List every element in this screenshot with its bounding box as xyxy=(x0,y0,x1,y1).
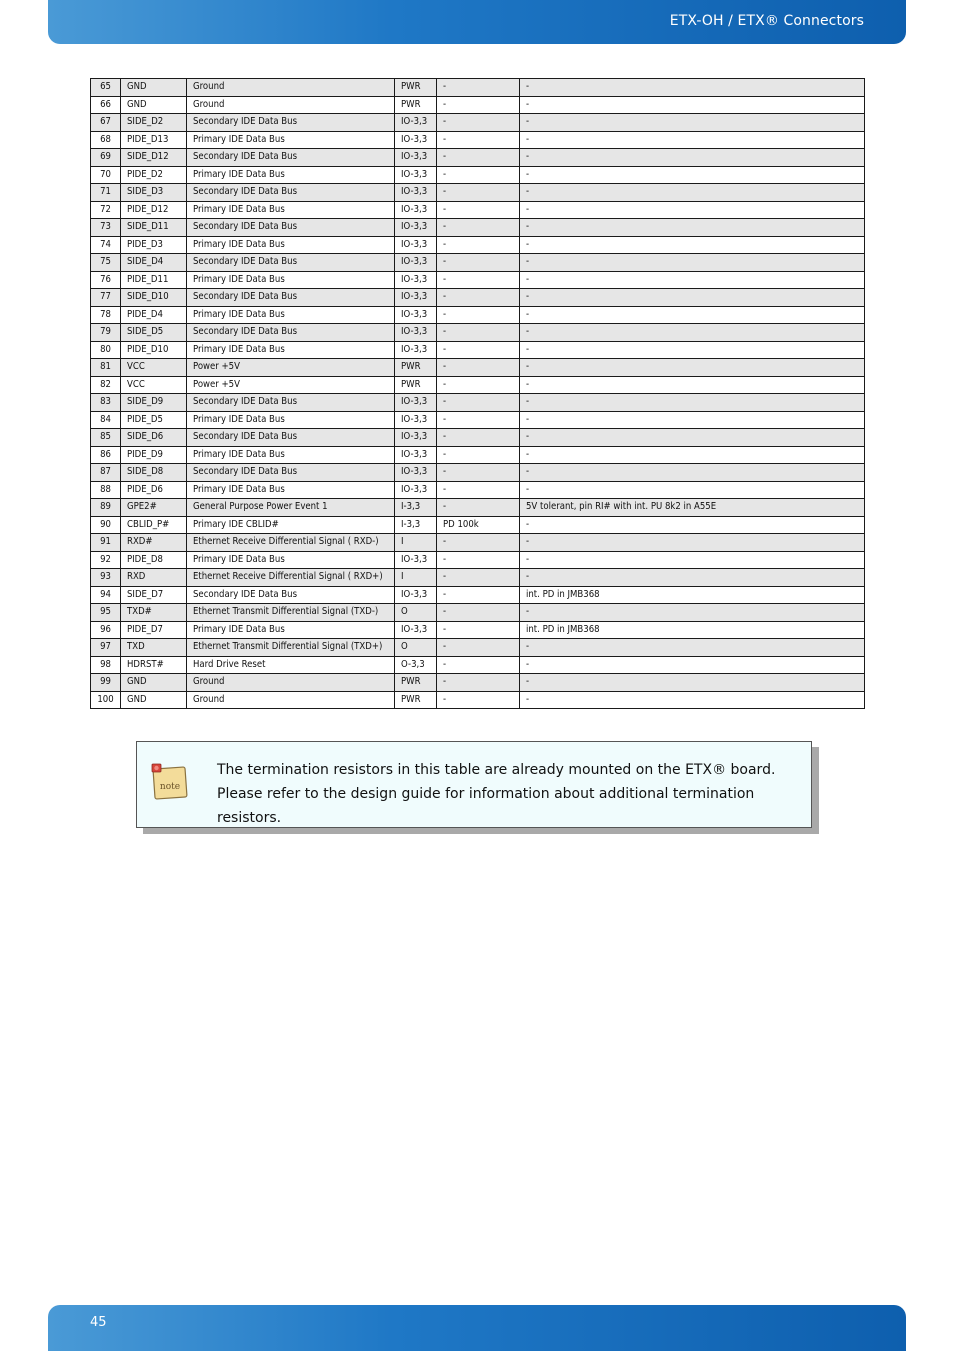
signal-name-cell: SIDE_D12 xyxy=(121,149,187,167)
description-cell: Power +5V xyxy=(187,359,395,377)
signal-type-cell: I xyxy=(395,569,437,587)
comment-cell: - xyxy=(520,219,865,237)
signal-type-cell: IO-3,3 xyxy=(395,149,437,167)
signal-type-cell: IO-3,3 xyxy=(395,481,437,499)
comment-cell: - xyxy=(520,289,865,307)
signal-name-cell: SIDE_D11 xyxy=(121,219,187,237)
comment-cell: - xyxy=(520,149,865,167)
signal-type-cell: IO-3,3 xyxy=(395,254,437,272)
table-row xyxy=(91,446,865,464)
comment-cell: - xyxy=(520,551,865,569)
signal-type-cell: PWR xyxy=(395,674,437,692)
description-cell: Ground xyxy=(187,674,395,692)
signal-type-cell: IO-3,3 xyxy=(395,201,437,219)
comment-cell: int. PD in JMB368 xyxy=(520,621,865,639)
signal-type-cell: PWR xyxy=(395,96,437,114)
comment-cell: - xyxy=(520,271,865,289)
termination-cell: - xyxy=(437,464,520,482)
termination-cell: - xyxy=(437,534,520,552)
signal-type-cell: PWR xyxy=(395,79,437,97)
description-cell: Ground xyxy=(187,691,395,709)
description-cell: Secondary IDE Data Bus xyxy=(187,149,395,167)
signal-type-cell: I-3,3 xyxy=(395,499,437,517)
table-row xyxy=(91,656,865,674)
pin-number-cell: 85 xyxy=(91,429,121,447)
description-cell: Primary IDE Data Bus xyxy=(187,551,395,569)
signal-name-cell: PIDE_D6 xyxy=(121,481,187,499)
signal-name-cell: GND xyxy=(121,96,187,114)
termination-cell: - xyxy=(437,604,520,622)
note-icon-label: note xyxy=(159,782,181,792)
description-cell: Secondary IDE Data Bus xyxy=(187,289,395,307)
comment-cell: - xyxy=(520,411,865,429)
comment-cell: - xyxy=(520,464,865,482)
table-row xyxy=(91,621,865,639)
signal-name-cell: SIDE_D4 xyxy=(121,254,187,272)
description-cell: Secondary IDE Data Bus xyxy=(187,219,395,237)
signal-type-cell: IO-3,3 xyxy=(395,306,437,324)
signal-type-cell: IO-3,3 xyxy=(395,394,437,412)
pin-number-cell: 72 xyxy=(91,201,121,219)
comment-cell: - xyxy=(520,131,865,149)
pin-number-cell: 89 xyxy=(91,499,121,517)
termination-cell: - xyxy=(437,114,520,132)
signal-type-cell: IO-3,3 xyxy=(395,586,437,604)
description-cell: Secondary IDE Data Bus xyxy=(187,586,395,604)
signal-type-cell: IO-3,3 xyxy=(395,429,437,447)
comment-cell: - xyxy=(520,481,865,499)
comment-cell: - xyxy=(520,569,865,587)
description-cell: Primary IDE Data Bus xyxy=(187,131,395,149)
pin-number-cell: 68 xyxy=(91,131,121,149)
signal-name-cell: SIDE_D7 xyxy=(121,586,187,604)
table-row xyxy=(91,376,865,394)
termination-cell: - xyxy=(437,446,520,464)
pin-number-cell: 94 xyxy=(91,586,121,604)
pin-number-cell: 73 xyxy=(91,219,121,237)
signal-name-cell: PIDE_D13 xyxy=(121,131,187,149)
pin-number-cell: 70 xyxy=(91,166,121,184)
signal-name-cell: SIDE_D9 xyxy=(121,394,187,412)
signal-name-cell: GPE2# xyxy=(121,499,187,517)
termination-cell: - xyxy=(437,166,520,184)
table-row xyxy=(91,516,865,534)
signal-type-cell: IO-3,3 xyxy=(395,621,437,639)
table-row xyxy=(91,289,865,307)
signal-name-cell: PIDE_D10 xyxy=(121,341,187,359)
signal-type-cell: IO-3,3 xyxy=(395,219,437,237)
page-header-title: ETX-OH / ETX® Connectors xyxy=(669,13,864,29)
description-cell: Primary IDE Data Bus xyxy=(187,621,395,639)
description-cell: Secondary IDE Data Bus xyxy=(187,114,395,132)
description-cell: Power +5V xyxy=(187,376,395,394)
pin-number-cell: 84 xyxy=(91,411,121,429)
table-row xyxy=(91,79,865,97)
comment-cell: - xyxy=(520,691,865,709)
pin-number-cell: 78 xyxy=(91,306,121,324)
pin-number-cell: 100 xyxy=(91,691,121,709)
pin-number-cell: 74 xyxy=(91,236,121,254)
table-row xyxy=(91,481,865,499)
signal-name-cell: RXD xyxy=(121,569,187,587)
comment-cell: - xyxy=(520,254,865,272)
table-row xyxy=(91,394,865,412)
pin-number-cell: 96 xyxy=(91,621,121,639)
table-row xyxy=(91,131,865,149)
signal-name-cell: SIDE_D10 xyxy=(121,289,187,307)
termination-cell: - xyxy=(437,621,520,639)
pin-number-cell: 88 xyxy=(91,481,121,499)
termination-cell: - xyxy=(437,306,520,324)
comment-cell: 5V tolerant, pin RI# with int. PU 8k2 in A55E xyxy=(520,499,865,517)
comment-cell: - xyxy=(520,184,865,202)
table-row xyxy=(91,219,865,237)
comment-cell: - xyxy=(520,114,865,132)
description-cell: Secondary IDE Data Bus xyxy=(187,394,395,412)
pinout-table-body xyxy=(91,79,865,709)
signal-name-cell: PIDE_D8 xyxy=(121,551,187,569)
signal-name-cell: VCC xyxy=(121,376,187,394)
comment-cell: - xyxy=(520,639,865,657)
termination-cell: - xyxy=(437,499,520,517)
termination-cell: - xyxy=(437,341,520,359)
comment-cell: - xyxy=(520,359,865,377)
comment-cell: - xyxy=(520,306,865,324)
termination-cell: - xyxy=(437,149,520,167)
description-cell: Secondary IDE Data Bus xyxy=(187,254,395,272)
termination-cell: - xyxy=(437,411,520,429)
note-box xyxy=(136,741,812,828)
pin-number-cell: 98 xyxy=(91,656,121,674)
page-number: 45 xyxy=(90,1315,107,1330)
table-row xyxy=(91,551,865,569)
termination-cell: - xyxy=(437,429,520,447)
pin-number-cell: 95 xyxy=(91,604,121,622)
signal-name-cell: PIDE_D3 xyxy=(121,236,187,254)
termination-cell: - xyxy=(437,254,520,272)
signal-type-cell: IO-3,3 xyxy=(395,289,437,307)
comment-cell: - xyxy=(520,674,865,692)
termination-cell: - xyxy=(437,639,520,657)
signal-type-cell: IO-3,3 xyxy=(395,184,437,202)
signal-type-cell: IO-3,3 xyxy=(395,551,437,569)
signal-type-cell: IO-3,3 xyxy=(395,446,437,464)
termination-cell: - xyxy=(437,656,520,674)
pin-number-cell: 81 xyxy=(91,359,121,377)
pin-number-cell: 99 xyxy=(91,674,121,692)
signal-type-cell: O-3,3 xyxy=(395,656,437,674)
termination-cell: - xyxy=(437,674,520,692)
description-cell: Primary IDE Data Bus xyxy=(187,236,395,254)
pin-number-cell: 87 xyxy=(91,464,121,482)
table-row xyxy=(91,359,865,377)
pin-number-cell: 65 xyxy=(91,79,121,97)
pin-number-cell: 82 xyxy=(91,376,121,394)
pin-number-cell: 90 xyxy=(91,516,121,534)
signal-name-cell: RXD# xyxy=(121,534,187,552)
description-cell: Primary IDE CBLID# xyxy=(187,516,395,534)
signal-name-cell: PIDE_D11 xyxy=(121,271,187,289)
signal-name-cell: PIDE_D5 xyxy=(121,411,187,429)
termination-cell: - xyxy=(437,96,520,114)
comment-cell: - xyxy=(520,201,865,219)
termination-cell: - xyxy=(437,219,520,237)
description-cell: Primary IDE Data Bus xyxy=(187,201,395,219)
termination-cell: - xyxy=(437,586,520,604)
description-cell: Secondary IDE Data Bus xyxy=(187,429,395,447)
description-cell: Ground xyxy=(187,79,395,97)
table-row xyxy=(91,639,865,657)
termination-cell: - xyxy=(437,481,520,499)
pin-number-cell: 66 xyxy=(91,96,121,114)
table-row xyxy=(91,166,865,184)
description-cell: Ethernet Transmit Differential Signal (TXD-) xyxy=(187,604,395,622)
comment-cell: - xyxy=(520,79,865,97)
termination-cell: - xyxy=(437,376,520,394)
comment-cell: - xyxy=(520,604,865,622)
signal-type-cell: IO-3,3 xyxy=(395,324,437,342)
signal-name-cell: GND xyxy=(121,674,187,692)
signal-name-cell: SIDE_D5 xyxy=(121,324,187,342)
table-row xyxy=(91,534,865,552)
pin-number-cell: 71 xyxy=(91,184,121,202)
pin-number-cell: 67 xyxy=(91,114,121,132)
signal-name-cell: TXD# xyxy=(121,604,187,622)
termination-cell: - xyxy=(437,359,520,377)
description-cell: Primary IDE Data Bus xyxy=(187,271,395,289)
comment-cell: - xyxy=(520,656,865,674)
description-cell: General Purpose Power Event 1 xyxy=(187,499,395,517)
signal-name-cell: GND xyxy=(121,691,187,709)
signal-name-cell: SIDE_D2 xyxy=(121,114,187,132)
table-row xyxy=(91,604,865,622)
description-cell: Ethernet Receive Differential Signal ( RXD-) xyxy=(187,534,395,552)
table-row xyxy=(91,341,865,359)
termination-cell: - xyxy=(437,324,520,342)
signal-type-cell: IO-3,3 xyxy=(395,131,437,149)
table-row xyxy=(91,236,865,254)
comment-cell: - xyxy=(520,166,865,184)
table-row xyxy=(91,306,865,324)
signal-name-cell: PIDE_D9 xyxy=(121,446,187,464)
pin-number-cell: 83 xyxy=(91,394,121,412)
description-cell: Primary IDE Data Bus xyxy=(187,411,395,429)
termination-cell: - xyxy=(437,236,520,254)
pin-number-cell: 80 xyxy=(91,341,121,359)
pin-number-cell: 77 xyxy=(91,289,121,307)
signal-name-cell: SIDE_D8 xyxy=(121,464,187,482)
signal-type-cell: IO-3,3 xyxy=(395,341,437,359)
description-cell: Ground xyxy=(187,96,395,114)
termination-cell: - xyxy=(437,551,520,569)
signal-type-cell: IO-3,3 xyxy=(395,236,437,254)
pin-number-cell: 86 xyxy=(91,446,121,464)
signal-type-cell: IO-3,3 xyxy=(395,166,437,184)
pin-number-cell: 69 xyxy=(91,149,121,167)
note-text: The termination resistors in this table are already mounted on the ETX® board. Please refer to the design guide for information about additional termination resistors. xyxy=(217,762,776,826)
table-row xyxy=(91,254,865,272)
pin-number-cell: 79 xyxy=(91,324,121,342)
description-cell: Ethernet Receive Differential Signal ( RXD+) xyxy=(187,569,395,587)
termination-cell: - xyxy=(437,184,520,202)
description-cell: Primary IDE Data Bus xyxy=(187,446,395,464)
signal-type-cell: I-3,3 xyxy=(395,516,437,534)
pin-number-cell: 75 xyxy=(91,254,121,272)
comment-cell: - xyxy=(520,96,865,114)
note-icon xyxy=(151,762,189,802)
signal-type-cell: IO-3,3 xyxy=(395,114,437,132)
comment-cell: - xyxy=(520,341,865,359)
signal-type-cell: IO-3,3 xyxy=(395,464,437,482)
termination-cell: - xyxy=(437,691,520,709)
table-row xyxy=(91,464,865,482)
termination-cell: PD 100k xyxy=(437,516,520,534)
table-row xyxy=(91,149,865,167)
description-cell: Primary IDE Data Bus xyxy=(187,306,395,324)
signal-type-cell: IO-3,3 xyxy=(395,411,437,429)
comment-cell: - xyxy=(520,324,865,342)
pin-number-cell: 92 xyxy=(91,551,121,569)
signal-type-cell: IO-3,3 xyxy=(395,271,437,289)
termination-cell: - xyxy=(437,79,520,97)
table-row xyxy=(91,184,865,202)
description-cell: Secondary IDE Data Bus xyxy=(187,184,395,202)
termination-cell: - xyxy=(437,289,520,307)
pin-number-cell: 76 xyxy=(91,271,121,289)
description-cell: Hard Drive Reset xyxy=(187,656,395,674)
comment-cell: - xyxy=(520,516,865,534)
comment-cell: - xyxy=(520,376,865,394)
signal-name-cell: GND xyxy=(121,79,187,97)
table-row xyxy=(91,429,865,447)
pin-number-cell: 91 xyxy=(91,534,121,552)
description-cell: Primary IDE Data Bus xyxy=(187,481,395,499)
signal-name-cell: PIDE_D4 xyxy=(121,306,187,324)
footer-bar xyxy=(48,1305,906,1351)
pin-number-cell: 97 xyxy=(91,639,121,657)
table-row xyxy=(91,411,865,429)
signal-name-cell: PIDE_D12 xyxy=(121,201,187,219)
termination-cell: - xyxy=(437,394,520,412)
header-bar xyxy=(48,0,906,44)
signal-name-cell: SIDE_D6 xyxy=(121,429,187,447)
signal-type-cell: PWR xyxy=(395,359,437,377)
table-row xyxy=(91,271,865,289)
signal-type-cell: O xyxy=(395,639,437,657)
signal-name-cell: VCC xyxy=(121,359,187,377)
description-cell: Ethernet Transmit Differential Signal (TXD+) xyxy=(187,639,395,657)
signal-name-cell: HDRST# xyxy=(121,656,187,674)
description-cell: Primary IDE Data Bus xyxy=(187,341,395,359)
signal-type-cell: PWR xyxy=(395,376,437,394)
description-cell: Primary IDE Data Bus xyxy=(187,166,395,184)
signal-name-cell: TXD xyxy=(121,639,187,657)
table-row xyxy=(91,586,865,604)
termination-cell: - xyxy=(437,569,520,587)
comment-cell: - xyxy=(520,394,865,412)
table-row xyxy=(91,691,865,709)
comment-cell: - xyxy=(520,429,865,447)
signal-name-cell: SIDE_D3 xyxy=(121,184,187,202)
signal-name-cell: CBLID_P# xyxy=(121,516,187,534)
termination-cell: - xyxy=(437,131,520,149)
pinout-table xyxy=(90,78,865,709)
table-row xyxy=(91,499,865,517)
comment-cell: - xyxy=(520,534,865,552)
table-row xyxy=(91,674,865,692)
comment-cell: - xyxy=(520,446,865,464)
pin-number-cell: 93 xyxy=(91,569,121,587)
termination-cell: - xyxy=(437,271,520,289)
comment-cell: int. PD in JMB368 xyxy=(520,586,865,604)
description-cell: Secondary IDE Data Bus xyxy=(187,324,395,342)
signal-name-cell: PIDE_D7 xyxy=(121,621,187,639)
termination-cell: - xyxy=(437,201,520,219)
signal-name-cell: PIDE_D2 xyxy=(121,166,187,184)
signal-type-cell: O xyxy=(395,604,437,622)
description-cell: Secondary IDE Data Bus xyxy=(187,464,395,482)
table-row xyxy=(91,96,865,114)
table-row xyxy=(91,569,865,587)
signal-type-cell: PWR xyxy=(395,691,437,709)
table-row xyxy=(91,114,865,132)
table-row xyxy=(91,201,865,219)
table-row xyxy=(91,324,865,342)
signal-type-cell: I xyxy=(395,534,437,552)
comment-cell: - xyxy=(520,236,865,254)
